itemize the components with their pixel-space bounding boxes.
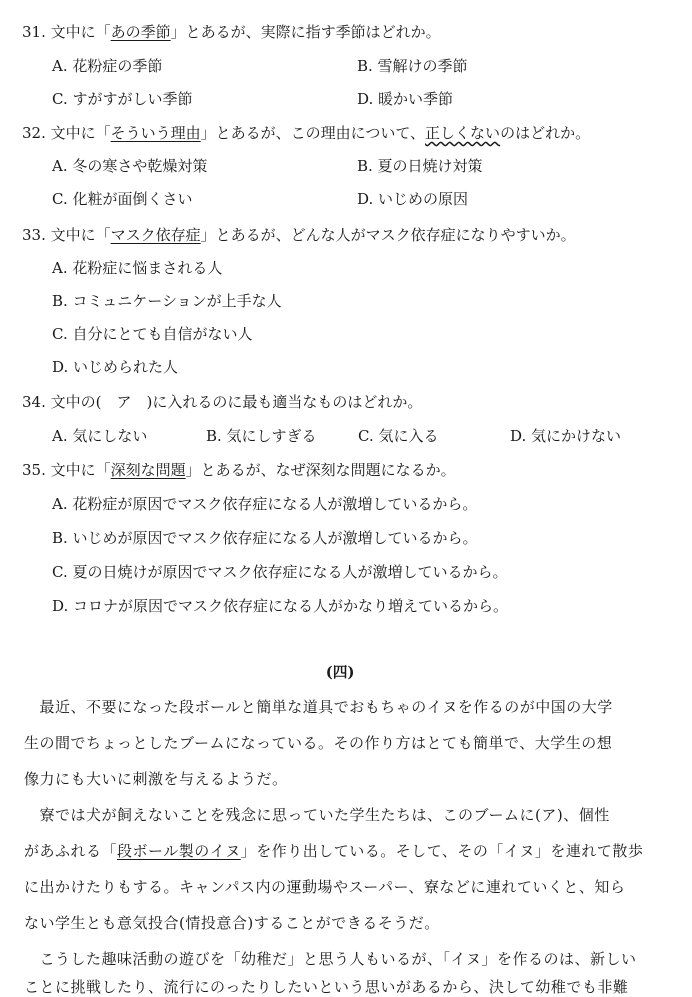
- paragraph-2-line-2-suffix: 」を作り出している。そして、その「イヌ」を連れて散歩: [240, 842, 644, 860]
- question-32-prefix: 32. 文中に「: [22, 124, 111, 142]
- question-31-option-b: B. 雪解けの季節: [357, 57, 468, 75]
- question-35-term: 深刻な問題: [110, 461, 186, 479]
- question-33: [22, 225, 576, 245]
- question-34-option-c: C. 気に入る: [358, 427, 439, 445]
- question-33-option-c: C. 自分にとても自信がない人: [52, 325, 253, 343]
- question-31-option-d: D. 暖かい季節: [357, 90, 454, 108]
- question-32-emphasis: 正しくない: [425, 124, 501, 142]
- paragraph-3-line-1: こうした趣味活動の遊びを「幼稚だ」と思う人もいるが、「イヌ」を作るのは、新しい: [24, 950, 637, 968]
- question-34-option-a: A. 気にしない: [52, 427, 148, 445]
- paragraph-3-line-2: ことに挑戦したり、流行にのったりしたいという思いがあるから、決して幼稚でも非難: [24, 978, 629, 996]
- paragraph-2-line-4: ない学生とも意気投合(情投意合)することができるそうだ。: [24, 914, 440, 932]
- question-34-option-b: B. 気にしすぎる: [206, 427, 317, 445]
- question-31-option-a: A. 花粉症の季節: [52, 57, 163, 75]
- question-31-term: あの季節: [110, 23, 171, 41]
- question-35-option-a: A. 花粉症が原因でマスク依存症になる人が激増しているから。: [52, 495, 478, 513]
- question-35: [22, 460, 456, 480]
- section-title: (四): [325, 663, 355, 681]
- paragraph-1-line-2: 生の間でちょっとしたブームになっている。その作り方はとても簡単で、大学生の想: [24, 734, 613, 752]
- question-33-option-a: A. 花粉症に悩まされる人: [52, 259, 223, 277]
- question-35-prefix: 35. 文中に「: [22, 461, 111, 479]
- question-31-option-c: C. すがすがしい季節: [52, 90, 193, 108]
- question-34-option-d: D. 気にかけない: [510, 427, 622, 445]
- question-35-option-d: D. コロナが原因でマスク依存症になる人がかなり増えているから。: [52, 597, 509, 615]
- question-34: 34. 文中の( ア )に入れるのに最も適当なものはどれか。: [22, 393, 423, 411]
- question-32-term: そういう理由: [110, 124, 201, 142]
- question-31-prefix: 31. 文中に「: [22, 23, 111, 41]
- paragraph-2-line-2: [24, 841, 643, 861]
- question-32-option-c: C. 化粧が面倒くさい: [52, 190, 193, 208]
- paragraph-1-line-3: 像力にも大いに刺激を与えるようだ。: [24, 770, 288, 788]
- question-35-option-c: C. 夏の日焼けが原因でマスク依存症になる人が激増しているから。: [52, 563, 508, 581]
- question-33-option-b: B. コミュニケーションが上手な人: [52, 292, 282, 310]
- question-33-prefix: 33. 文中に「: [22, 226, 111, 244]
- question-32-option-a: A. 冬の寒さや乾燥対策: [52, 157, 208, 175]
- paragraph-2-line-2-prefix: があふれる「: [24, 842, 118, 860]
- paragraph-2-line-1: 寮では犬が飼えないことを残念に思っていた学生たちは、このブームに(ア)、個性: [24, 806, 610, 824]
- question-32-suffix: のはどれか。: [500, 124, 591, 142]
- question-35-suffix: 」とあるが、なぜ深刻な問題になるか。: [185, 461, 456, 479]
- question-33-term: マスク依存症: [110, 226, 201, 244]
- question-32-middle: 」とあるが、この理由について、: [200, 124, 426, 142]
- question-33-option-d: D. いじめられた人: [52, 358, 179, 376]
- question-31-suffix: 」とあるが、実際に指す季節はどれか。: [170, 23, 441, 41]
- question-32-option-b: B. 夏の日焼け対策: [357, 157, 483, 175]
- question-35-option-b: B. いじめが原因でマスク依存症になる人が激増しているから。: [52, 529, 478, 547]
- question-33-suffix: 」とあるが、どんな人がマスク依存症になりやすいか。: [200, 226, 576, 244]
- paragraph-2-underlined-term: 段ボール製のイヌ: [117, 842, 241, 860]
- paragraph-1-line-1: 最近、不要になった段ボールと簡単な道具でおもちゃのイヌを作るのが中国の大学: [24, 698, 613, 716]
- question-32: [22, 123, 590, 143]
- question-31: [22, 22, 441, 42]
- question-32-option-d: D. いじめの原因: [357, 190, 469, 208]
- paragraph-2-line-3: に出かけたりもする。キャンパス内の運動場やスーパー、寮などに連れていくと、知ら: [24, 878, 626, 896]
